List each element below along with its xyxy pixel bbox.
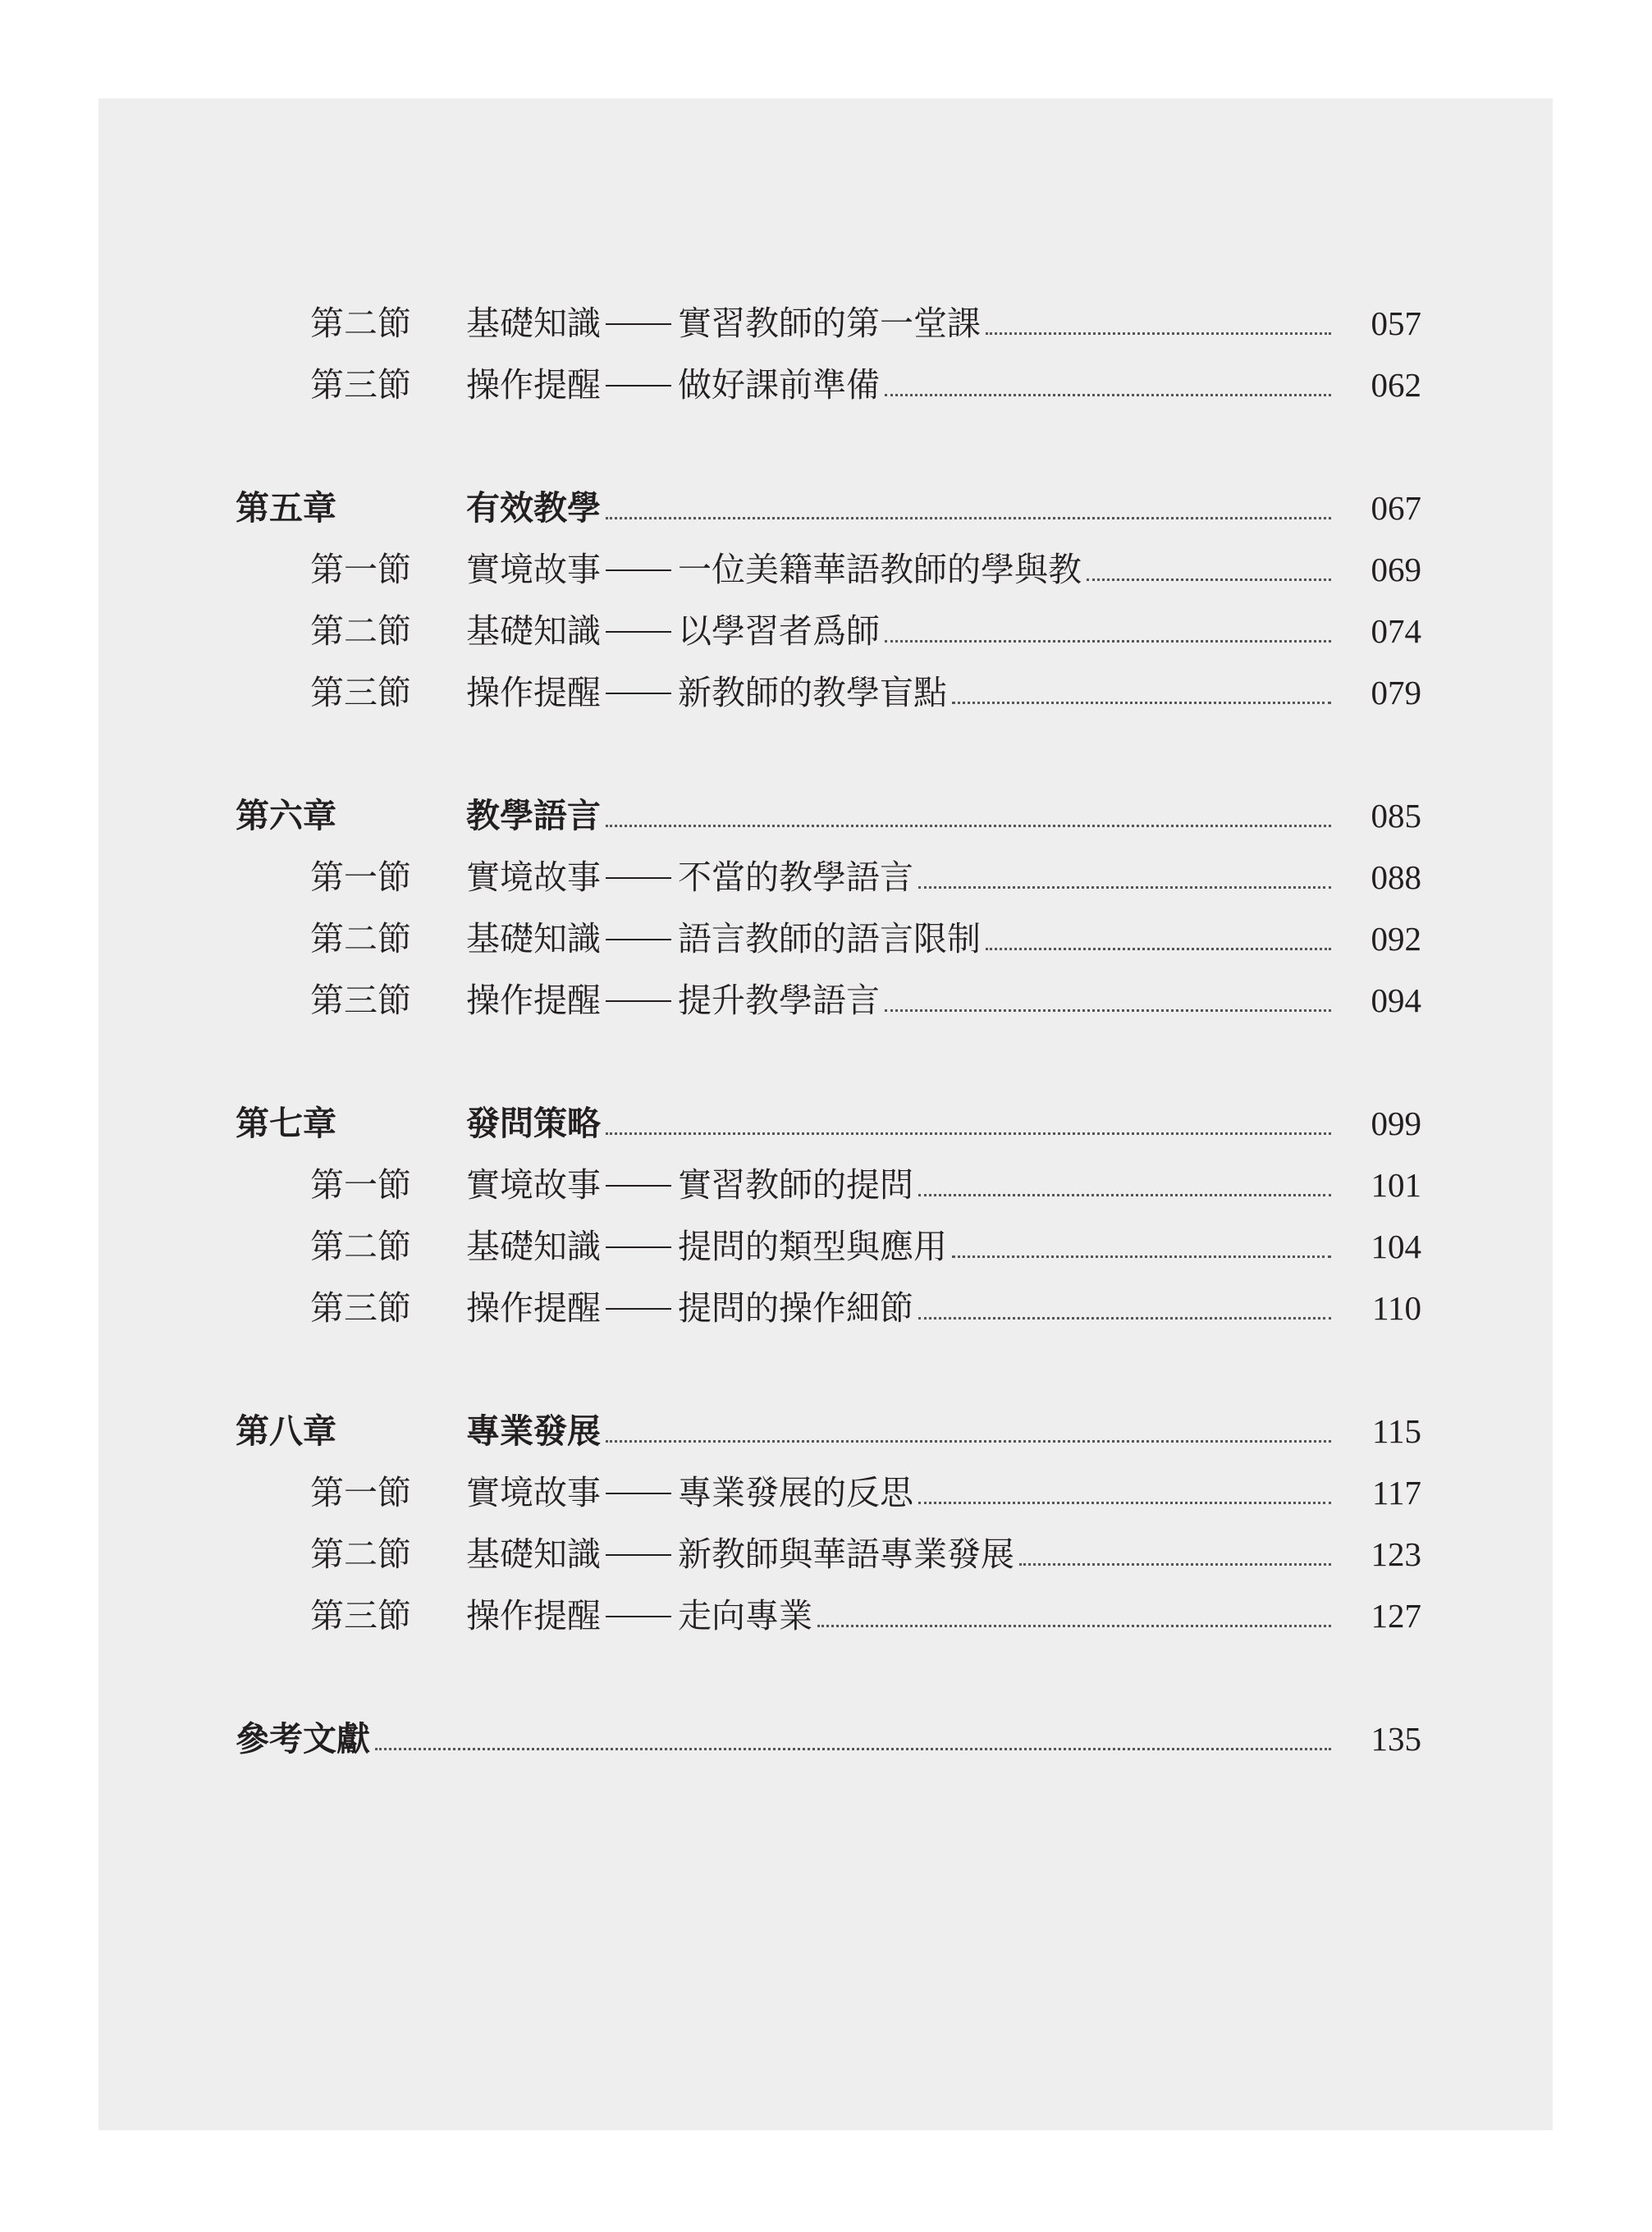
dot-leader — [952, 1256, 1331, 1258]
page-number: 085 — [1371, 797, 1421, 835]
section-subtitle: 新教師的教學盲點 — [678, 673, 947, 712]
page-number: 110 — [1372, 1289, 1421, 1327]
section-title: 實境故事 — [466, 1473, 601, 1512]
em-dash-separator — [606, 939, 671, 940]
dot-leader — [606, 1132, 1331, 1135]
section-subtitle: 實習教師的第一堂課 — [678, 304, 981, 343]
page-number: 062 — [1371, 366, 1421, 404]
section-title: 實境故事 — [466, 858, 601, 897]
page-number: 135 — [1371, 1720, 1421, 1758]
section-subtitle: 做好課前準備 — [678, 365, 880, 405]
em-dash-separator — [606, 631, 671, 633]
page-number: 115 — [1372, 1412, 1421, 1450]
dot-leader — [606, 1440, 1331, 1443]
dot-leader — [817, 1625, 1331, 1627]
page-number: 074 — [1371, 612, 1421, 650]
toc-chapter-row[interactable] — [98, 1093, 1553, 1155]
toc-section-row[interactable] — [98, 1524, 1553, 1585]
toc-references-row[interactable] — [98, 1708, 1553, 1770]
section-label: 第一節 — [310, 1165, 411, 1205]
em-dash-separator — [606, 385, 671, 386]
dot-leader — [986, 948, 1331, 950]
chapter-title: 發問策略 — [466, 1104, 601, 1143]
dot-leader — [375, 1748, 1331, 1750]
chapter-label: 第五章 — [236, 488, 336, 528]
section-subtitle: 新教師與華語專業發展 — [678, 1534, 1014, 1574]
section-label: 第二節 — [310, 1227, 411, 1266]
section-subtitle: 提問的類型與應用 — [678, 1227, 947, 1266]
section-title: 基礎知識 — [466, 1227, 601, 1266]
em-dash-separator — [606, 1493, 671, 1494]
dot-leader — [952, 702, 1331, 704]
toc-section-row[interactable] — [98, 601, 1553, 662]
section-title: 操作提醒 — [466, 365, 601, 405]
page-number: 101 — [1371, 1166, 1421, 1204]
dot-leader — [918, 886, 1331, 889]
chapter-title: 教學語言 — [466, 796, 601, 835]
section-title: 操作提醒 — [466, 981, 601, 1020]
toc-section-row[interactable] — [98, 847, 1553, 908]
section-title: 基礎知識 — [466, 1534, 601, 1574]
page-number: 099 — [1371, 1105, 1421, 1142]
page-number: 079 — [1371, 674, 1421, 711]
section-title: 實境故事 — [466, 550, 601, 589]
dot-leader — [918, 1194, 1331, 1196]
section-label: 第三節 — [310, 981, 411, 1020]
em-dash-separator — [606, 1246, 671, 1248]
em-dash-separator — [606, 1185, 671, 1187]
section-subtitle: 走向專業 — [678, 1596, 812, 1635]
toc-chapter-row[interactable] — [98, 478, 1553, 539]
page-number: 069 — [1371, 551, 1421, 588]
section-label: 第二節 — [310, 919, 411, 958]
em-dash-separator — [606, 1554, 671, 1556]
section-subtitle: 以學習者爲師 — [678, 611, 880, 651]
toc-section-row[interactable] — [98, 1278, 1553, 1339]
section-subtitle: 專業發展的反思 — [678, 1473, 913, 1512]
dot-leader — [885, 394, 1331, 396]
section-title: 操作提醒 — [466, 1288, 601, 1328]
page-number: 057 — [1371, 304, 1421, 342]
section-label: 第一節 — [310, 550, 411, 589]
page-number: 123 — [1371, 1535, 1421, 1573]
section-label: 第三節 — [310, 365, 411, 405]
chapter-label: 第八章 — [236, 1411, 336, 1451]
book-page — [98, 98, 1553, 2130]
section-subtitle: 實習教師的提問 — [678, 1165, 913, 1205]
section-label: 第三節 — [310, 1596, 411, 1635]
section-subtitle: 不當的教學語言 — [678, 858, 913, 897]
toc-chapter-row[interactable] — [98, 1401, 1553, 1462]
em-dash-separator — [606, 569, 671, 571]
section-subtitle: 提升教學語言 — [678, 981, 880, 1020]
em-dash-separator — [606, 323, 671, 325]
page-number: 117 — [1372, 1474, 1421, 1512]
section-subtitle: 一位美籍華語教師的學與教 — [678, 550, 1082, 589]
section-title: 基礎知識 — [466, 919, 601, 958]
toc-section-row[interactable] — [98, 1585, 1553, 1647]
toc-section-row[interactable] — [98, 293, 1553, 354]
references-label: 參考文獻 — [236, 1719, 370, 1759]
section-label: 第三節 — [310, 673, 411, 712]
dot-leader — [885, 640, 1331, 643]
toc-section-row[interactable] — [98, 908, 1553, 970]
dot-leader — [606, 825, 1331, 827]
section-title: 操作提醒 — [466, 1596, 601, 1635]
page-number: 088 — [1371, 858, 1421, 896]
toc-section-row[interactable] — [98, 662, 1553, 724]
dot-leader — [918, 1502, 1331, 1504]
chapter-label: 第六章 — [236, 796, 336, 835]
section-title: 實境故事 — [466, 1165, 601, 1205]
em-dash-separator — [606, 877, 671, 879]
page-number: 104 — [1371, 1228, 1421, 1265]
chapter-title: 有效教學 — [466, 488, 601, 528]
dot-leader — [606, 517, 1331, 519]
em-dash-separator — [606, 1000, 671, 1002]
section-label: 第一節 — [310, 858, 411, 897]
toc-section-row[interactable] — [98, 970, 1553, 1031]
section-label: 第一節 — [310, 1473, 411, 1512]
section-label: 第三節 — [310, 1288, 411, 1328]
page-number: 094 — [1371, 981, 1421, 1019]
dot-leader — [986, 332, 1331, 335]
dot-leader — [1019, 1563, 1331, 1566]
dot-leader — [1087, 579, 1331, 581]
section-title: 基礎知識 — [466, 304, 601, 343]
section-title: 操作提醒 — [466, 673, 601, 712]
section-label: 第二節 — [310, 1534, 411, 1574]
chapter-title: 專業發展 — [466, 1411, 601, 1451]
em-dash-separator — [606, 1616, 671, 1617]
dot-leader — [885, 1009, 1331, 1012]
section-label: 第二節 — [310, 304, 411, 343]
page-number: 092 — [1371, 920, 1421, 958]
section-label: 第二節 — [310, 611, 411, 651]
chapter-label: 第七章 — [236, 1104, 336, 1143]
page-number: 067 — [1371, 489, 1421, 527]
toc-section-row[interactable] — [98, 1462, 1553, 1524]
table-of-contents — [98, 98, 1553, 2130]
toc-chapter-row[interactable] — [98, 785, 1553, 847]
page-number: 127 — [1371, 1597, 1421, 1635]
toc-section-row[interactable] — [98, 354, 1553, 416]
section-title: 基礎知識 — [466, 611, 601, 651]
em-dash-separator — [606, 1308, 671, 1310]
em-dash-separator — [606, 693, 671, 694]
toc-section-row[interactable] — [98, 539, 1553, 601]
dot-leader — [918, 1317, 1331, 1320]
section-subtitle: 語言教師的語言限制 — [678, 919, 981, 958]
toc-section-row[interactable] — [98, 1216, 1553, 1278]
section-subtitle: 提問的操作細節 — [678, 1288, 913, 1328]
toc-section-row[interactable] — [98, 1155, 1553, 1216]
